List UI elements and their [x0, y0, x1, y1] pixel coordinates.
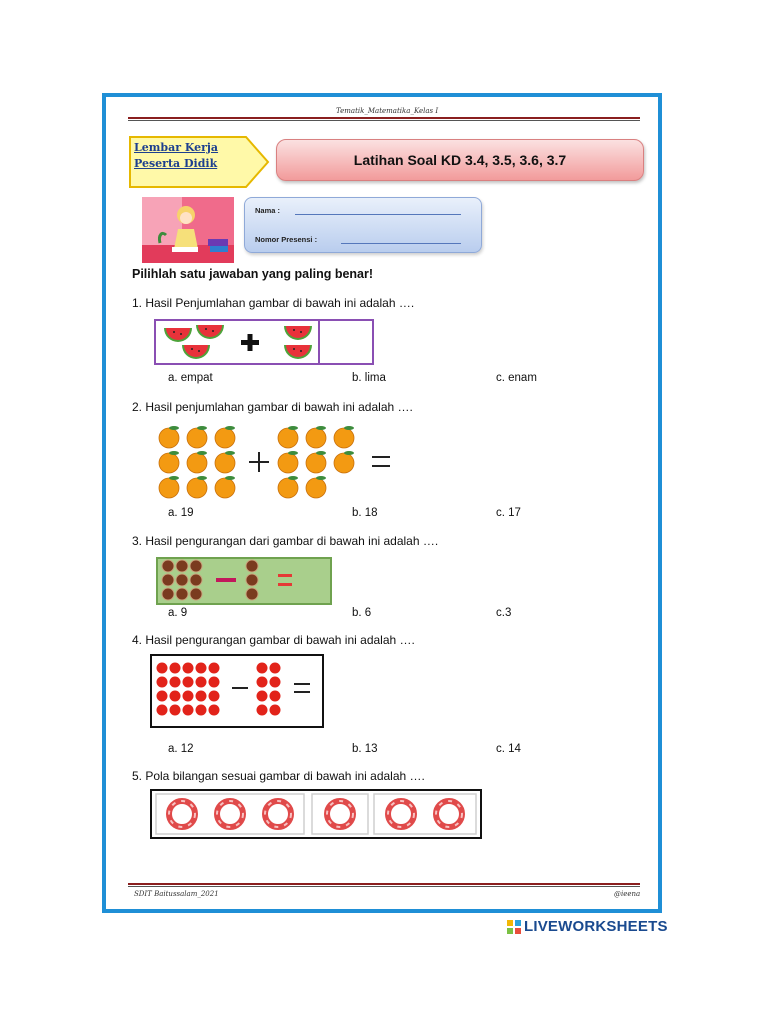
chestnut-icon: [162, 560, 174, 572]
apple-icon: [196, 691, 207, 702]
apple-icon: [170, 691, 181, 702]
name-field[interactable]: [295, 214, 461, 215]
orange-icon: [334, 428, 354, 448]
q1-option-a[interactable]: a. empat: [168, 372, 213, 384]
chestnut-icon: [246, 574, 258, 586]
badge-line-1: Lembar Kerja: [134, 141, 219, 154]
orange-icon: [187, 453, 207, 473]
apple-icon: [257, 677, 268, 688]
name-label: Nama :: [255, 206, 281, 215]
q4-option-b[interactable]: b. 13: [352, 743, 378, 755]
chestnut-icon: [190, 560, 202, 572]
q1-option-c[interactable]: c. enam: [496, 372, 537, 384]
q3-option-b[interactable]: b. 6: [352, 607, 372, 619]
question-1-image: [154, 319, 376, 367]
question-2-image: [154, 423, 394, 503]
chestnut-icon: [176, 574, 188, 586]
orange-icon: [187, 478, 207, 498]
chestnut-icon: [190, 588, 202, 600]
question-2: 2. Hasil penjumlahan gambar di bawah ini adalah ….: [132, 400, 413, 414]
apple-icon: [196, 677, 207, 688]
apple-icon: [209, 705, 220, 716]
header-rule-thin: [128, 120, 640, 121]
orange-icon: [215, 428, 235, 448]
instruction: Pilihlah satu jawaban yang paling benar!: [132, 267, 374, 281]
chestnut-icon: [246, 588, 258, 600]
student-info-box: [244, 197, 482, 253]
q2-option-c[interactable]: c. 17: [496, 507, 521, 519]
apple-icon: [183, 691, 194, 702]
apple-icon: [183, 663, 194, 674]
apple-icon: [157, 663, 168, 674]
chestnut-icon: [162, 588, 174, 600]
header-rule: [128, 117, 640, 119]
orange-icon: [278, 478, 298, 498]
chestnut-icon: [190, 574, 202, 586]
plus-icon: [249, 452, 269, 472]
orange-icon: [187, 428, 207, 448]
q3-option-a[interactable]: a. 9: [168, 607, 188, 619]
orange-icon: [215, 453, 235, 473]
orange-icon: [215, 478, 235, 498]
liveworksheets-logo-icon: [507, 920, 521, 934]
chestnut-icon: [246, 560, 258, 572]
apple-icon: [209, 691, 220, 702]
footer-rule: [128, 883, 640, 885]
question-5: 5. Pola bilangan sesuai gambar di bawah ini adalah ….: [132, 769, 425, 783]
apple-icon: [157, 677, 168, 688]
worksheet-page: [102, 93, 662, 913]
brand-name: LIVEWORKSHEETS: [524, 918, 668, 935]
worksheet-badge: [134, 140, 244, 172]
apple-icon: [270, 677, 281, 688]
apple-icon: [196, 663, 207, 674]
question-3-image: [156, 557, 332, 605]
apple-icon: [270, 691, 281, 702]
minus-icon: [216, 578, 236, 582]
apple-icon: [170, 663, 181, 674]
apple-icon: [170, 705, 181, 716]
presence-number-field[interactable]: [341, 243, 461, 244]
apple-icon: [196, 705, 207, 716]
q4-option-a[interactable]: a. 12: [168, 743, 194, 755]
q1-option-b[interactable]: b. lima: [352, 372, 386, 384]
minus-icon: [232, 687, 248, 689]
presence-number-label: Nomor Presensi :: [255, 235, 318, 244]
question-1: 1. Hasil Penjumlahan gambar di bawah ini adalah ….: [132, 296, 415, 310]
footer-author: @ieena: [614, 890, 641, 898]
orange-icon: [159, 453, 179, 473]
q2-option-a[interactable]: a. 19: [168, 507, 194, 519]
orange-icon: [306, 428, 326, 448]
orange-icon: [278, 453, 298, 473]
question-5-image: [150, 789, 482, 839]
apple-icon: [183, 705, 194, 716]
apple-icon: [157, 705, 168, 716]
liveworksheets-brand[interactable]: [507, 918, 668, 935]
chestnut-icon: [162, 574, 174, 586]
equals-icon: [372, 456, 390, 467]
orange-icon: [306, 453, 326, 473]
apple-icon: [170, 677, 181, 688]
header-subject: Tematik_Matematika_Kelas I: [336, 107, 439, 115]
orange-icon: [334, 453, 354, 473]
reading-girl-illustration: [142, 197, 234, 263]
apple-icon: [257, 663, 268, 674]
apple-icon: [270, 663, 281, 674]
apple-icon: [157, 691, 168, 702]
footer-rule-thin: [128, 886, 640, 887]
q4-option-c[interactable]: c. 14: [496, 743, 521, 755]
page-title: Latihan Soal KD 3.4, 3.5, 3.6, 3.7: [276, 139, 644, 181]
question-4: 4. Hasil pengurangan gambar di bawah ini adalah ….: [132, 633, 415, 647]
chestnut-icon: [176, 560, 188, 572]
orange-icon: [306, 478, 326, 498]
question-3: 3. Hasil pengurangan dari gambar di bawah ini adalah ….: [132, 534, 439, 548]
apple-icon: [257, 705, 268, 716]
footer-school: SDIT Baitussalam_2021: [134, 890, 219, 898]
orange-icon: [159, 478, 179, 498]
apple-icon: [183, 677, 194, 688]
apple-icon: [209, 663, 220, 674]
chestnut-icon: [176, 588, 188, 600]
orange-icon: [159, 428, 179, 448]
q3-option-c[interactable]: c.3: [496, 607, 512, 619]
orange-icon: [278, 428, 298, 448]
apple-icon: [270, 705, 281, 716]
badge-line-2: Peserta Didik: [134, 157, 218, 170]
apple-icon: [257, 691, 268, 702]
question-4-image: [150, 654, 324, 728]
apple-icon: [209, 677, 220, 688]
q2-option-b[interactable]: b. 18: [352, 507, 378, 519]
